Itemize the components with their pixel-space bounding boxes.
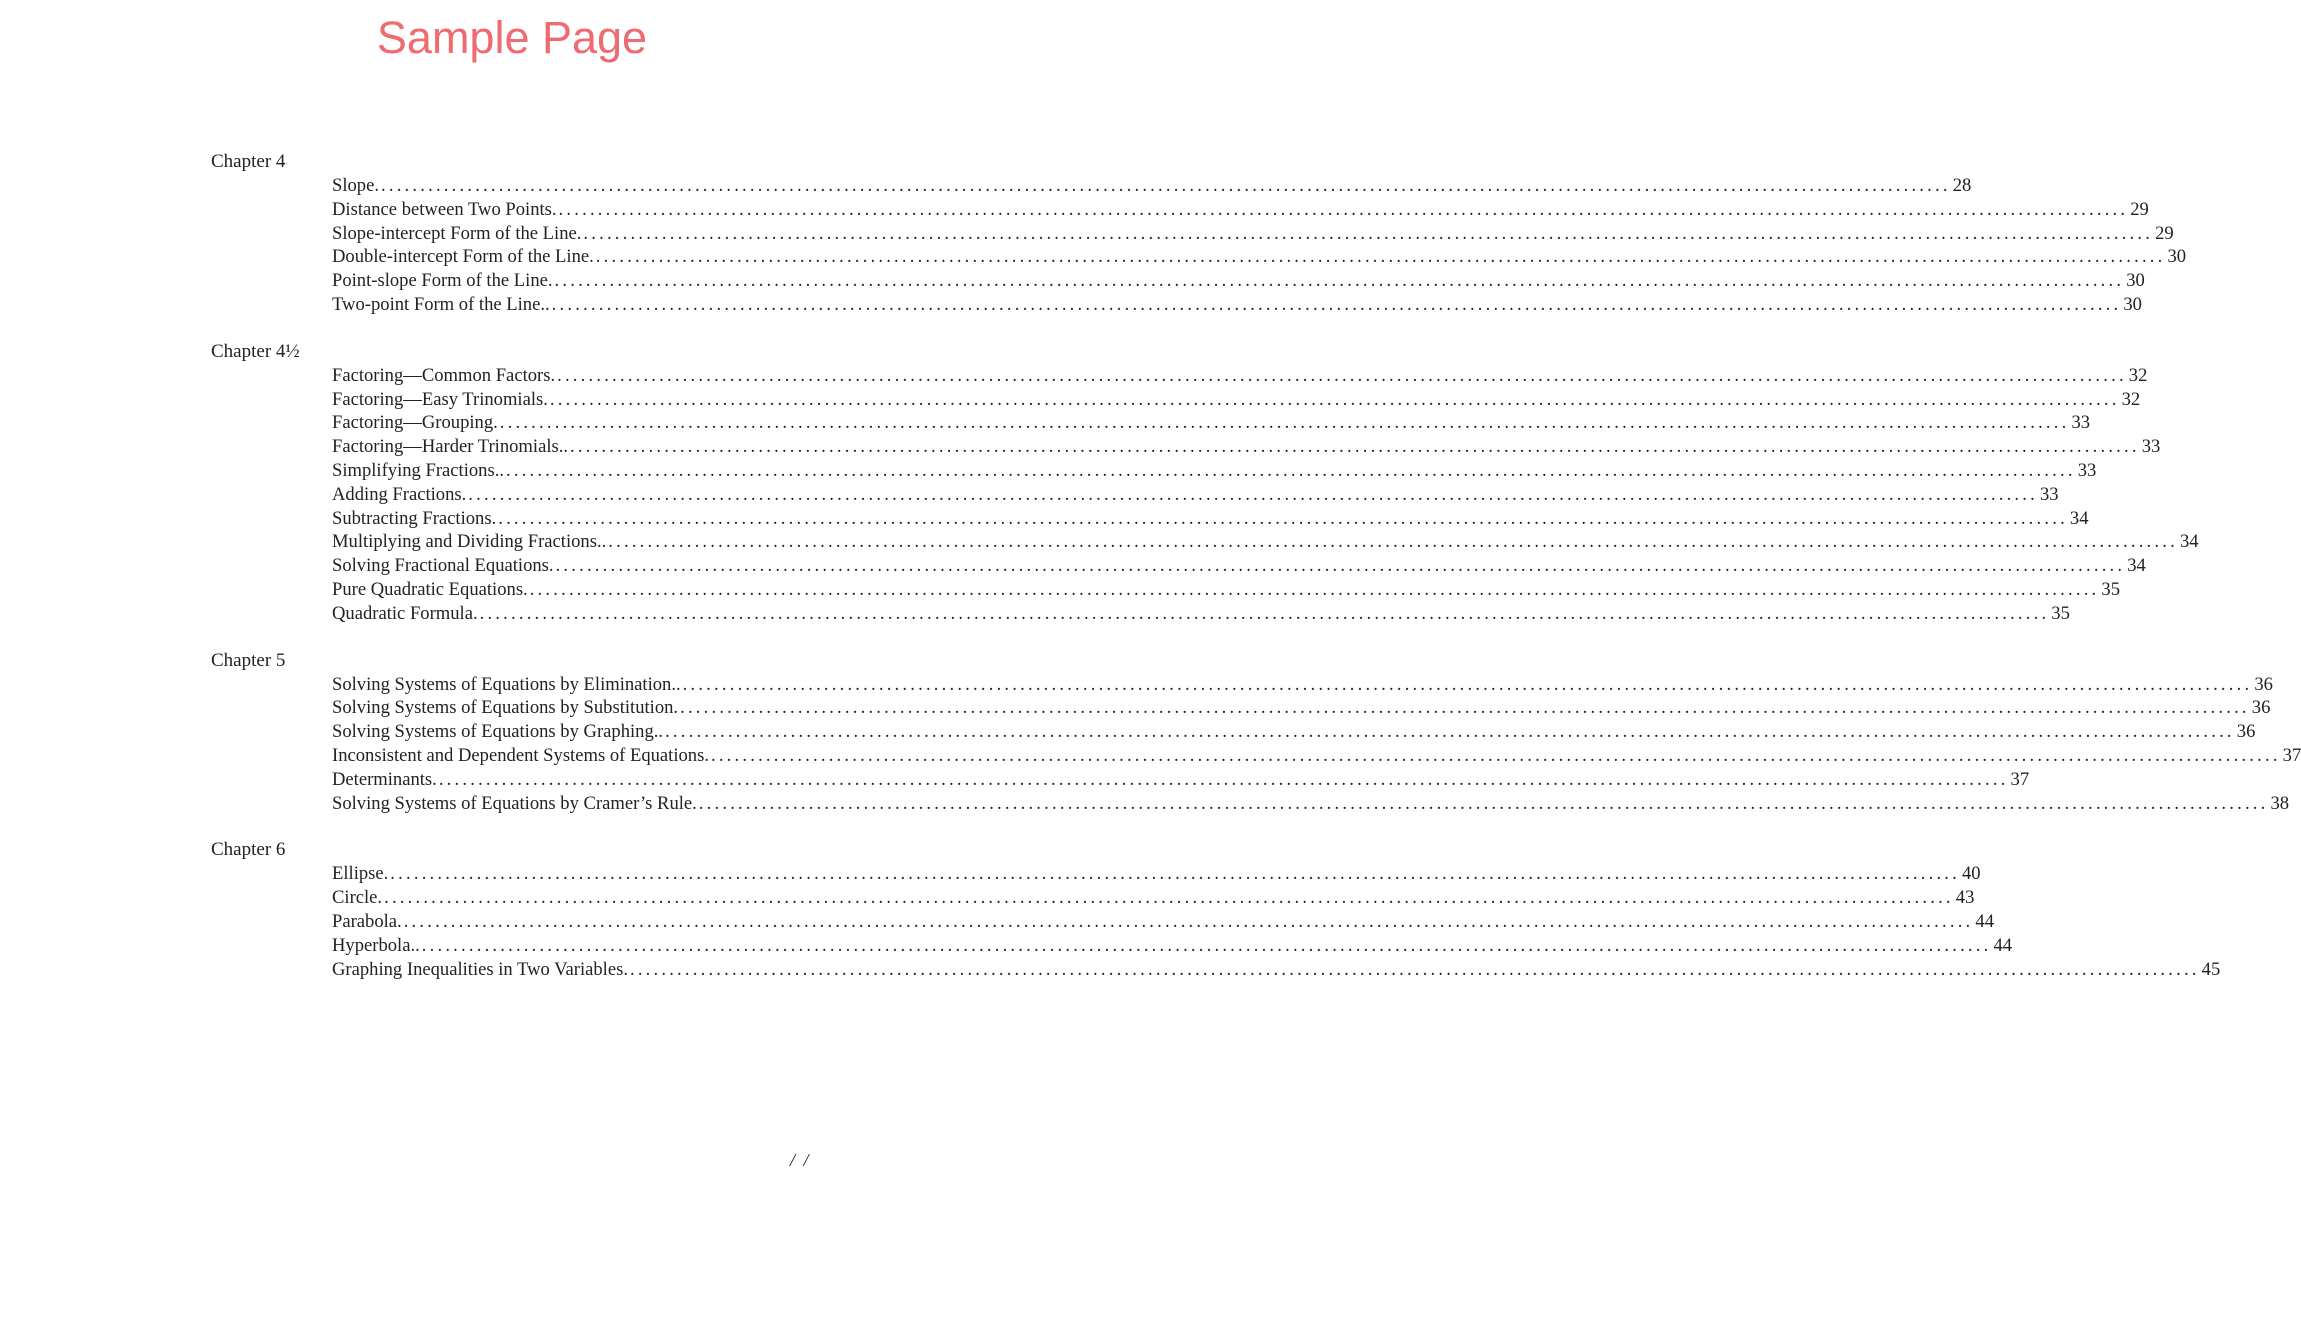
chapter-entries [332,174,2187,317]
toc-entry-title: Distance between Two Points. [332,198,557,220]
dot-leader: ........................................................................................................................................................................................................ [554,270,2125,292]
toc-entry [332,958,2221,982]
toc-entry-title: Determinants. [332,768,437,790]
toc-entry-title: Simplifying Fractions.. [332,459,504,481]
toc-entry-title: Solving Systems of Equations by Graphing.. [332,721,664,743]
toc-entry [332,673,2273,697]
chapter-section [211,838,2221,981]
toc-entry [332,198,2149,222]
chapter-title: Chapter 5 [211,649,286,671]
toc-entry-page: 28 [1952,175,1972,196]
dot-leader: ........................................................................................................................................................................................................ [555,555,2126,577]
toc-entry-title: Solving Systems of Equations by Substitution. [332,697,679,719]
toc-entry-page: 35 [2101,578,2120,600]
toc-entry [332,222,2174,246]
toc-entry-title: Subtracting Fractions. [332,507,497,529]
dot-leader: ........................................................................................................................................................................................................ [557,364,2127,386]
dot-leader: ........................................................................................................................................................................................................ [438,768,2009,790]
toc-entry-title: Two-point Form of the Line.. [332,293,550,315]
chapter-title: Chapter 4 [211,151,286,172]
toc-entry-page: 35 [2051,602,2070,624]
toc-entry-title: Factoring—Common Factors. [332,364,556,386]
toc-entry-page: 44 [1975,910,1994,932]
toc-entry-page: 32 [2128,364,2148,386]
toc-entry [332,530,2199,554]
toc-entry-title: Factoring—Grouping. [332,412,498,434]
chapter-section [211,340,2199,626]
toc-entry-page: 29 [2130,198,2149,220]
toc-entry-page: 30 [2126,270,2145,292]
toc-entry [332,720,2256,744]
sample-page-watermark: Sample Page [376,12,648,63]
toc-entry-page: 34 [2179,531,2199,553]
toc-entry-title: Quadratic Formula. [332,602,478,624]
toc-entry [332,862,1981,886]
toc-entry-title: Point-slope Form of the Line. [332,270,553,292]
toc-entry [332,364,2148,388]
toc-entry-title: Parabola. [332,910,402,932]
chapter-section [211,150,2187,317]
toc-entry [332,886,1975,910]
dot-leader: ........................................................................................................................................................................................................ [558,198,2129,220]
dot-leader: ........................................................................................................................................................................................................ [595,246,2166,268]
toc-entry-title: Factoring—Harder Trinomials.. [332,436,569,458]
toc-entry-page: 30 [2167,246,2187,268]
toc-entry-page: 33 [2071,412,2091,434]
toc-entry [332,245,2187,269]
toc-entry-page: 33 [2077,459,2097,481]
toc-entry-title: Circle. [332,887,383,909]
toc-entry-page: 37 [2282,744,2301,766]
dot-leader: ........................................................................................................................................................................................................ [499,412,2070,434]
toc-entry-title: Double-intercept Form of the Line. [332,246,594,268]
toc-entry-page: 29 [2155,222,2174,244]
toc-entry [332,934,2013,958]
dot-leader: ........................................................................................................................................................................................................ [403,910,1974,932]
toc-entry [332,411,2091,435]
dot-leader: ........................................................................................................................................................................................................ [384,887,1954,909]
toc-entry-page: 37 [2010,768,2030,790]
chapter-entries [332,364,2199,626]
toc-entry [332,388,2141,412]
toc-entry-page: 40 [1961,863,1981,885]
chapter-entries [332,673,2301,816]
dot-leader: ........................................................................................................................................................................................................ [390,863,1960,885]
toc-entry-title: Ellipse. [332,863,389,885]
dot-leader: ........................................................................................................................................................................................................ [710,744,2281,766]
page-number: / / [790,1150,811,1170]
toc-entry [332,269,2145,293]
toc-entry-page: 44 [1993,934,2013,956]
toc-entry-page: 32 [2121,388,2141,410]
toc-entry-title: Solving Systems of Equations by Elimination.. [332,673,681,695]
toc-entry-title: Solving Fractional Equations. [332,555,554,577]
toc-entry-title: Hyperbola.. [332,934,420,956]
dot-leader: ........................................................................................................................................................................................................ [551,293,2122,315]
dot-leader: ........................................................................................................................................................................................................ [381,175,1951,196]
toc-entry-title: Pure Quadratic Equations. [332,578,528,600]
toc-entry [332,554,2146,578]
toc-entry-title: Graphing Inequalities in Two Variables. [332,958,628,980]
toc-entry-title: Solving Systems of Equations by Cramer’s Rule. [332,792,697,814]
dot-leader: ........................................................................................................................................................................................................ [680,697,2250,719]
toc-entry-title: Slope-intercept Form of the Line. [332,222,582,244]
toc-entry [332,483,2059,507]
table-of-contents [211,150,2301,1004]
toc-entry [332,507,2089,531]
toc-entry [332,174,1972,198]
dot-leader: ........................................................................................................................................................................................................ [583,222,2154,244]
chapter-entries [332,862,2221,981]
dot-leader: ........................................................................................................................................................................................................ [549,388,2120,410]
toc-entry-title: Factoring—Easy Trinomials. [332,388,548,410]
toc-entry [332,435,2161,459]
toc-entry-page: 36 [2251,697,2271,719]
toc-entry-page: 34 [2127,555,2146,577]
dot-leader: ........................................................................................................................................................................................................ [682,673,2253,695]
toc-entry-title: Slope. [332,175,380,196]
dot-leader: ........................................................................................................................................................................................................ [506,459,2076,481]
toc-entry-page: 45 [2201,958,2221,980]
toc-entry-page: 36 [2254,673,2273,695]
dot-leader: ........................................................................................................................................................................................................ [629,958,2200,980]
toc-entry [332,293,2142,317]
toc-entry-page: 30 [2123,293,2142,315]
dot-leader: ........................................................................................................................................................................................................ [570,436,2140,458]
chapter-section [211,649,2301,816]
toc-entry [332,459,2097,483]
dot-leader: ........................................................................................................................................................................................................ [421,934,1992,956]
dot-leader: ........................................................................................................................................................................................................ [468,483,2038,505]
toc-entry [332,744,2301,768]
toc-entry [332,910,1994,934]
toc-entry-title: Multiplying and Dividing Fractions.. [332,531,607,553]
toc-entry [332,792,2290,816]
chapter-title: Chapter 6 [211,839,286,861]
toc-entry [332,696,2271,720]
toc-entry [332,578,2120,602]
toc-entry-page: 33 [2141,436,2161,458]
toc-entry-page: 34 [2069,507,2089,529]
dot-leader: ........................................................................................................................................................................................................ [479,602,2050,624]
toc-entry [332,602,2070,626]
dot-leader: ........................................................................................................................................................................................................ [608,531,2178,553]
toc-entry-page: 36 [2236,721,2256,743]
toc-entry-title: Adding Fractions. [332,483,467,505]
dot-leader: ........................................................................................................................................................................................................ [665,721,2235,743]
dot-leader: ........................................................................................................................................................................................................ [698,792,2269,814]
toc-entry-page: 43 [1955,887,1975,909]
toc-entry-title: Inconsistent and Dependent Systems of Equations. [332,744,709,766]
toc-entry-page: 38 [2270,792,2290,814]
chapter-title: Chapter 4½ [211,340,300,362]
toc-entry-page: 33 [2039,483,2059,505]
toc-entry [332,768,2030,792]
dot-leader: ........................................................................................................................................................................................................ [529,578,2100,600]
dot-leader: ........................................................................................................................................................................................................ [498,507,2068,529]
